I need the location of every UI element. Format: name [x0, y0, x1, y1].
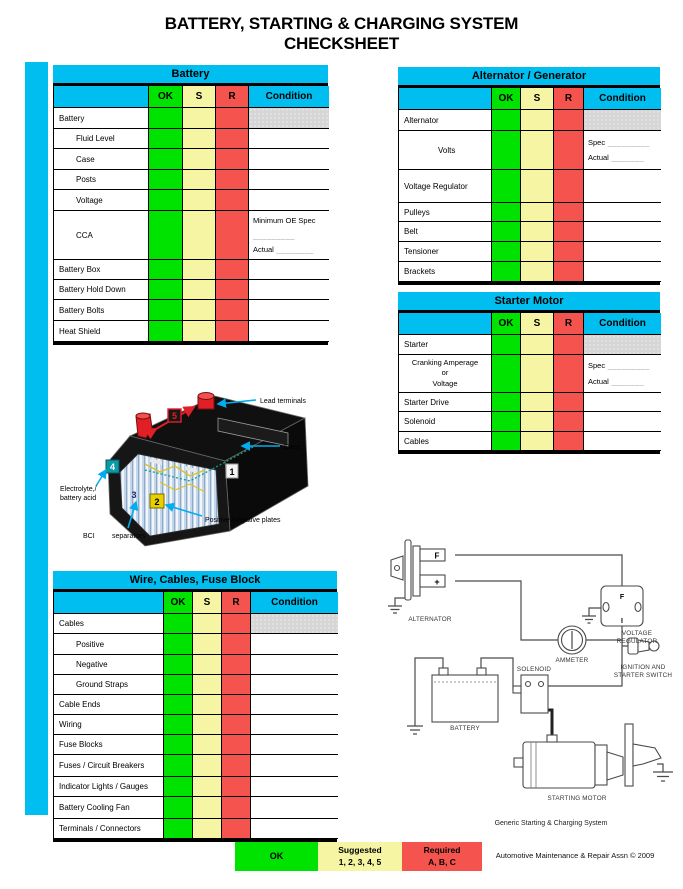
- label-ignition-2: STARTER SWITCH: [613, 672, 673, 679]
- suggested-cell[interactable]: [193, 755, 222, 777]
- label-electrolyte-1: Electrolyte,/: [60, 486, 97, 493]
- condition-cell[interactable]: [249, 170, 329, 190]
- required-cell[interactable]: [554, 393, 584, 412]
- ok-cell[interactable]: [164, 695, 193, 715]
- required-cell[interactable]: [216, 321, 249, 342]
- column-header-blank: [54, 86, 149, 108]
- ok-cell[interactable]: [492, 335, 521, 355]
- column-header-condition: Condition: [584, 313, 661, 335]
- column-header-blank: [54, 592, 164, 614]
- row-label: Belt: [399, 222, 492, 242]
- label-case: Case: [284, 444, 301, 451]
- legend-suggested-values: 1, 2, 3, 4, 5: [338, 856, 382, 867]
- row-label: Solenoid: [399, 412, 492, 432]
- condition-cell[interactable]: [251, 755, 338, 777]
- column-header-s: S: [521, 88, 554, 110]
- required-cell[interactable]: [554, 355, 584, 393]
- condition-cell[interactable]: [249, 190, 329, 211]
- condition-cell[interactable]: [584, 262, 661, 282]
- suggested-cell[interactable]: [183, 170, 216, 190]
- badge-3: 3: [131, 490, 137, 500]
- suggested-cell[interactable]: [521, 412, 554, 432]
- suggested-cell[interactable]: [521, 242, 554, 262]
- row-label: Tensioner: [399, 242, 492, 262]
- column-header-ok: OK: [492, 88, 521, 110]
- row-label: Alternator: [399, 110, 492, 131]
- required-cell[interactable]: [554, 170, 584, 203]
- suggested-cell[interactable]: [193, 655, 222, 675]
- row-label: Volts: [399, 131, 492, 170]
- required-cell[interactable]: [554, 335, 584, 355]
- ok-cell[interactable]: [149, 170, 183, 190]
- column-header-ok: OK: [492, 313, 521, 335]
- required-cell[interactable]: [554, 222, 584, 242]
- row-label: Battery Bolts: [54, 300, 149, 321]
- condition-cell[interactable]: [249, 149, 329, 170]
- condition-cell[interactable]: [249, 260, 329, 280]
- circuit-battery-symbol: [432, 668, 498, 722]
- terminal-i-reg: I: [621, 618, 623, 625]
- row-label: Cables: [399, 432, 492, 451]
- ok-cell[interactable]: [149, 321, 183, 342]
- label-starting-motor: STARTING MOTOR: [547, 795, 607, 802]
- required-cell[interactable]: [216, 108, 249, 129]
- condition-cell[interactable]: Spec _________ Actual _______: [584, 131, 661, 170]
- suggested-cell[interactable]: [521, 203, 554, 222]
- row-label: Indicator Lights / Gauges: [54, 777, 164, 797]
- ok-cell[interactable]: [492, 432, 521, 451]
- condition-cell[interactable]: [251, 695, 338, 715]
- label-battery: BATTERY: [450, 725, 480, 732]
- suggested-cell[interactable]: [193, 797, 222, 819]
- condition-cell[interactable]: [584, 412, 661, 432]
- suggested-cell[interactable]: [183, 280, 216, 300]
- ammeter-symbol: [558, 626, 586, 654]
- ok-cell[interactable]: [492, 262, 521, 282]
- row-label: Ground Straps: [54, 675, 164, 695]
- suggested-cell[interactable]: [183, 321, 216, 342]
- required-cell[interactable]: [216, 190, 249, 211]
- ok-cell[interactable]: [164, 634, 193, 655]
- column-header-ok: OK: [164, 592, 193, 614]
- suggested-cell[interactable]: [193, 614, 222, 634]
- suggested-cell[interactable]: [193, 735, 222, 755]
- row-label: Battery Box: [54, 260, 149, 280]
- label-electrolyte-2: battery acid: [60, 495, 97, 502]
- ok-cell[interactable]: [492, 412, 521, 432]
- terminal-plus-alt: +: [434, 577, 440, 587]
- condition-cell[interactable]: [584, 393, 661, 412]
- suggested-cell[interactable]: [193, 777, 222, 797]
- row-label: Starter: [399, 335, 492, 355]
- ok-cell[interactable]: [492, 110, 521, 131]
- row-label: Battery Hold Down: [54, 280, 149, 300]
- legend-suggested-label: Suggested: [338, 845, 382, 856]
- column-header-condition: Condition: [251, 592, 338, 614]
- condition-cell[interactable]: [584, 110, 661, 131]
- required-cell[interactable]: [222, 755, 251, 777]
- suggested-cell[interactable]: [521, 355, 554, 393]
- condition-cell[interactable]: [251, 614, 338, 634]
- required-cell[interactable]: [216, 149, 249, 170]
- condition-cell[interactable]: [249, 321, 329, 342]
- ok-cell[interactable]: [492, 393, 521, 412]
- row-label: Fluid Level: [54, 129, 149, 149]
- ok-cell[interactable]: [149, 300, 183, 321]
- column-header-condition: Condition: [584, 88, 661, 110]
- starter-motor-table: [398, 292, 660, 454]
- required-cell[interactable]: [554, 432, 584, 451]
- suggested-cell[interactable]: [183, 129, 216, 149]
- required-cell[interactable]: [222, 655, 251, 675]
- diagram-caption: Generic Starting & Charging System: [494, 820, 608, 827]
- condition-cell[interactable]: [584, 242, 661, 262]
- page-title: [0, 14, 683, 53]
- wire-cables-fuse-table: [53, 571, 337, 842]
- ok-cell[interactable]: [149, 190, 183, 211]
- left-accent-bar: [25, 62, 48, 815]
- column-header-s: S: [193, 592, 222, 614]
- motor-ground-wire: [657, 764, 663, 772]
- suggested-cell[interactable]: [183, 190, 216, 211]
- ok-cell[interactable]: [164, 715, 193, 735]
- ok-cell[interactable]: [164, 735, 193, 755]
- column-header-s: S: [521, 313, 554, 335]
- required-cell[interactable]: [554, 110, 584, 131]
- condition-cell[interactable]: [249, 108, 329, 129]
- ok-cell[interactable]: [492, 242, 521, 262]
- suggested-cell[interactable]: [521, 262, 554, 282]
- suggested-cell[interactable]: [183, 300, 216, 321]
- ok-cell[interactable]: [492, 170, 521, 203]
- badge-5: 5: [171, 411, 178, 421]
- suggested-cell[interactable]: [193, 675, 222, 695]
- battery-cutaway-diagram: [50, 386, 340, 564]
- legend-required-values: A, B, C: [428, 856, 456, 867]
- badge-4: 4: [109, 462, 116, 472]
- legend-ok-label: OK: [269, 850, 284, 861]
- required-cell[interactable]: [222, 634, 251, 655]
- suggested-cell[interactable]: [183, 211, 216, 260]
- label-lead-terminals: Lead terminals: [260, 398, 306, 405]
- ok-cell[interactable]: [149, 211, 183, 260]
- row-label: Brackets: [399, 262, 492, 282]
- required-cell[interactable]: [216, 129, 249, 149]
- required-cell[interactable]: [554, 412, 584, 432]
- required-cell[interactable]: [222, 735, 251, 755]
- condition-cell[interactable]: [251, 715, 338, 735]
- row-label: Fuses / Circuit Breakers: [54, 755, 164, 777]
- page-title-line2: CHECKSHEET: [283, 33, 400, 53]
- ok-cell[interactable]: [149, 260, 183, 280]
- condition-cell[interactable]: [251, 634, 338, 655]
- column-header-condition: Condition: [249, 86, 329, 108]
- row-label: CCA: [54, 211, 149, 260]
- suggested-cell[interactable]: [521, 432, 554, 451]
- row-label: Battery Cooling Fan: [54, 797, 164, 819]
- required-cell[interactable]: [222, 675, 251, 695]
- condition-cell[interactable]: [584, 170, 661, 203]
- suggested-cell[interactable]: [521, 170, 554, 203]
- column-header-r: R: [216, 86, 249, 108]
- table-title: Alternator / Generator: [398, 67, 660, 85]
- suggested-cell[interactable]: [521, 131, 554, 170]
- condition-cell[interactable]: [249, 300, 329, 321]
- row-label: Negative: [54, 655, 164, 675]
- label-separators: separators: [112, 533, 146, 540]
- required-cell[interactable]: [222, 777, 251, 797]
- ok-cell[interactable]: [164, 777, 193, 797]
- alternator-generator-table: [398, 67, 660, 285]
- column-header-r: R: [554, 88, 584, 110]
- required-cell[interactable]: [222, 819, 251, 839]
- suggested-cell[interactable]: [183, 149, 216, 170]
- row-label: Positive: [54, 634, 164, 655]
- row-label: Voltage: [54, 190, 149, 211]
- row-label: Cranking Amperage or Voltage: [399, 355, 492, 393]
- ok-cell[interactable]: [492, 222, 521, 242]
- row-label: Posts: [54, 170, 149, 190]
- row-label: Pulleys: [399, 203, 492, 222]
- suggested-cell[interactable]: [521, 335, 554, 355]
- condition-cell[interactable]: [584, 203, 661, 222]
- row-label: Cables: [54, 614, 164, 634]
- starting-motor-symbol: [514, 724, 661, 788]
- condition-cell[interactable]: [251, 819, 338, 839]
- required-cell[interactable]: [216, 211, 249, 260]
- battery-table: [53, 65, 328, 345]
- condition-cell[interactable]: [584, 335, 661, 355]
- column-header-r: R: [222, 592, 251, 614]
- row-label: Cable Ends: [54, 695, 164, 715]
- column-header-r: R: [554, 313, 584, 335]
- label-bci: BCI: [83, 533, 95, 540]
- label-ignition-1: IGNITION AND: [620, 664, 666, 671]
- legend-ok: [235, 842, 318, 871]
- suggested-cell[interactable]: [193, 819, 222, 839]
- required-cell[interactable]: [216, 170, 249, 190]
- label-solenoid: SOLENOID: [516, 666, 552, 673]
- table-title: Starter Motor: [398, 292, 660, 310]
- condition-cell[interactable]: Spec _________ Actual _______: [584, 355, 661, 393]
- suggested-cell[interactable]: [193, 634, 222, 655]
- terminal-f-alt: F: [434, 551, 440, 561]
- ok-cell[interactable]: [149, 149, 183, 170]
- ok-cell[interactable]: [492, 203, 521, 222]
- row-label: Starter Drive: [399, 393, 492, 412]
- column-header-ok: OK: [149, 86, 183, 108]
- label-plates: Positive /negative plates: [205, 517, 281, 524]
- row-label: Case: [54, 149, 149, 170]
- column-header-blank: [399, 88, 492, 110]
- table-title: Battery: [53, 65, 328, 83]
- label-ammeter: AMMETER: [555, 657, 589, 664]
- condition-cell[interactable]: [249, 129, 329, 149]
- badge-2: 2: [154, 497, 160, 507]
- ok-cell[interactable]: [149, 280, 183, 300]
- condition-cell[interactable]: [251, 655, 338, 675]
- column-header-blank: [399, 313, 492, 335]
- output-wire: [455, 581, 558, 640]
- required-cell[interactable]: [554, 203, 584, 222]
- row-label: Heat Shield: [54, 321, 149, 342]
- required-cell[interactable]: [216, 260, 249, 280]
- condition-cell[interactable]: [251, 797, 338, 819]
- legend-suggested: [318, 842, 402, 871]
- suggested-cell[interactable]: [521, 222, 554, 242]
- voltage-regulator-symbol: [601, 586, 643, 626]
- ok-cell[interactable]: [492, 131, 521, 170]
- copyright-text: Automotive Maintenance & Repair Assn © 2009: [495, 851, 655, 860]
- suggested-cell[interactable]: [193, 715, 222, 735]
- required-cell[interactable]: [222, 614, 251, 634]
- ok-cell[interactable]: [149, 108, 183, 129]
- required-cell[interactable]: [554, 262, 584, 282]
- row-label: Fuse Blocks: [54, 735, 164, 755]
- ok-cell[interactable]: [164, 675, 193, 695]
- column-header-s: S: [183, 86, 216, 108]
- suggested-cell[interactable]: [183, 260, 216, 280]
- ok-cell[interactable]: [164, 614, 193, 634]
- ok-cell[interactable]: [492, 355, 521, 393]
- ok-cell[interactable]: [164, 819, 193, 839]
- row-label: Terminals / Connectors: [54, 819, 164, 839]
- condition-cell[interactable]: Minimum OE Spec _________ Actual ________: [249, 211, 329, 260]
- suggested-cell[interactable]: [521, 393, 554, 412]
- row-label: Voltage Regulator: [399, 170, 492, 203]
- required-cell[interactable]: [222, 797, 251, 819]
- required-cell[interactable]: [216, 300, 249, 321]
- condition-cell[interactable]: [584, 222, 661, 242]
- required-cell[interactable]: [554, 242, 584, 262]
- row-label: Wiring: [54, 715, 164, 735]
- solenoid-symbol: [513, 675, 548, 713]
- suggested-cell[interactable]: [183, 108, 216, 129]
- charging-system-diagram: [385, 528, 680, 830]
- required-cell[interactable]: [222, 715, 251, 735]
- required-cell[interactable]: [216, 280, 249, 300]
- terminal-f-reg: F: [619, 594, 625, 601]
- condition-cell[interactable]: [251, 735, 338, 755]
- required-cell[interactable]: [554, 131, 584, 170]
- row-label: Battery: [54, 108, 149, 129]
- label-voltage: VOLTAGE: [621, 630, 653, 637]
- label-regulator: REGULATOR: [616, 638, 658, 645]
- legend-required-label: Required: [423, 845, 461, 856]
- required-cell[interactable]: [222, 695, 251, 715]
- condition-cell[interactable]: [249, 280, 329, 300]
- suggested-cell[interactable]: [193, 695, 222, 715]
- page-title-line1: BATTERY, STARTING & CHARGING SYSTEM: [164, 14, 519, 33]
- ok-cell[interactable]: [149, 129, 183, 149]
- ok-cell[interactable]: [164, 797, 193, 819]
- label-alternator: ALTERNATOR: [408, 616, 452, 623]
- suggested-cell[interactable]: [521, 110, 554, 131]
- condition-cell[interactable]: [251, 675, 338, 695]
- ok-cell[interactable]: [164, 655, 193, 675]
- condition-cell[interactable]: [251, 777, 338, 797]
- table-title: Wire, Cables, Fuse Block: [53, 571, 337, 589]
- starter-cable: [541, 710, 552, 738]
- ok-cell[interactable]: [164, 755, 193, 777]
- alternator-symbol: [391, 540, 445, 600]
- badge-1: 1: [229, 467, 235, 477]
- condition-cell[interactable]: [584, 432, 661, 451]
